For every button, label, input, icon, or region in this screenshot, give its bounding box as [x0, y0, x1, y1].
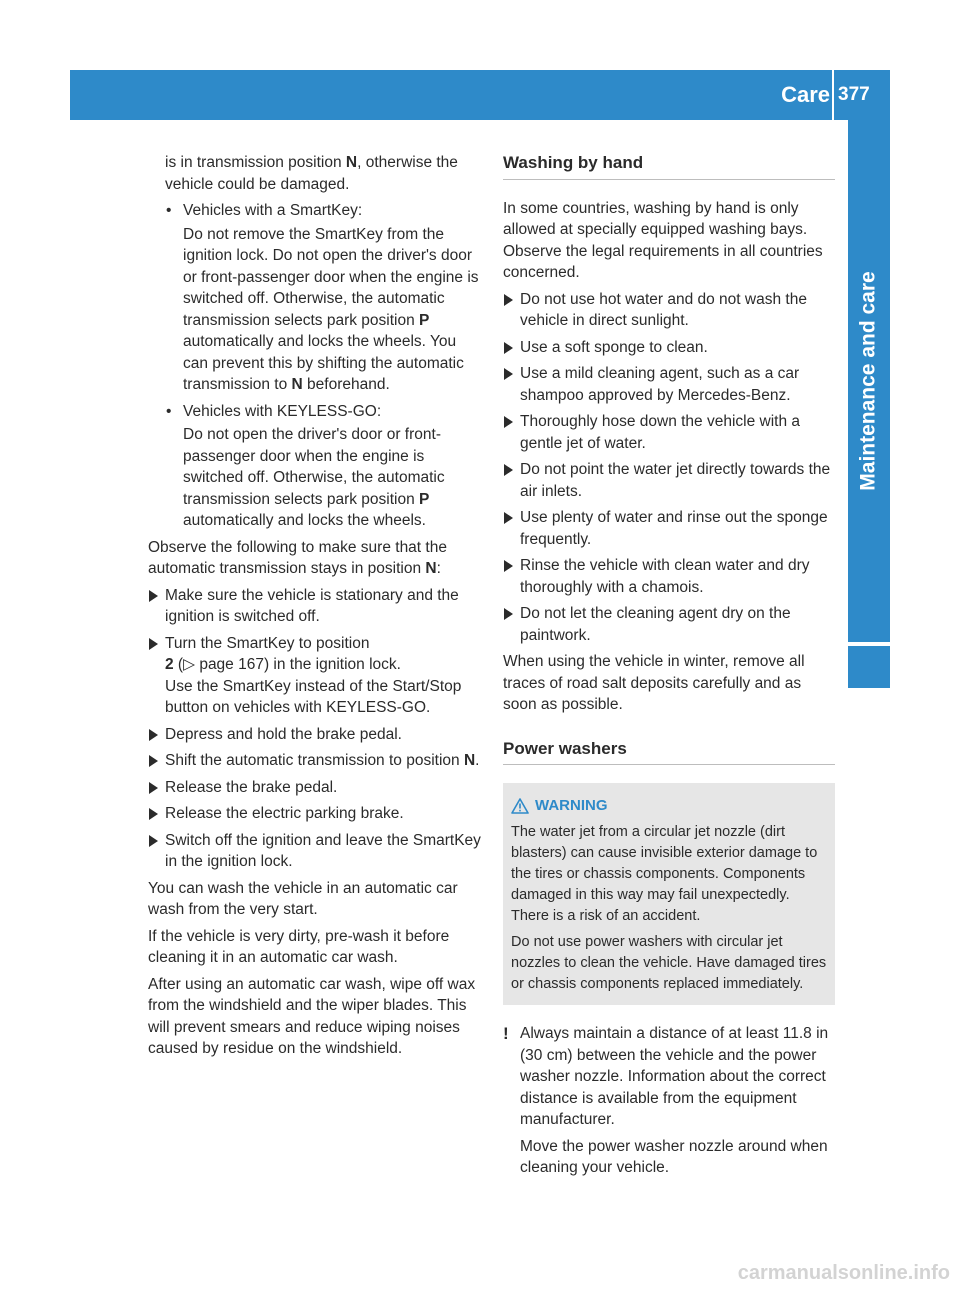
step-arrow-icon [149, 729, 158, 741]
footer-watermark: carmanualsonline.info [737, 1262, 950, 1284]
warning-text-1: The water jet from a circular jet nozzle (dirt blasters) can cause invisible exterior damage to the tires or chassis components. Components damaged in this way may fail unexpectedly. There is a risk of an accident. [511, 824, 818, 924]
step-arrow-icon [149, 590, 158, 602]
step-arrow-icon [504, 342, 513, 354]
side-chapter-tab [848, 120, 890, 642]
step-arrow-icon [504, 512, 513, 524]
step-arrow-icon [149, 808, 158, 820]
washing-step: Use a soft sponge to clean. [503, 337, 835, 359]
step-shift-n: Shift the automatic transmission to position N. [148, 750, 482, 772]
bullet-smartkey-text: Do not remove the SmartKey from the ignition lock. Do not open the driver's door or front-passenger door when the engine is switched off. Otherwise, the automatic transmission selects park position P automatically and locks the wheels. You can prevent this by shifting the automatic transmission to N beforehand. [183, 225, 479, 393]
step-arrow-icon [504, 368, 513, 380]
step-release-parking-brake: Release the electric parking brake. [148, 803, 482, 825]
step-arrow-icon [149, 755, 158, 767]
side-tab-marker [848, 646, 890, 688]
car-wash-paragraph-1: You can wash the vehicle in an automatic car wash from the very start. [148, 879, 458, 918]
step-arrow-icon [504, 464, 513, 476]
step-ignition-off: Switch off the ignition and leave the SmartKey in the ignition lock. [148, 830, 482, 873]
washing-step: Use a mild cleaning agent, such as a car shampoo approved by Mercedes-Benz. [503, 363, 835, 406]
washing-step: Thoroughly hose down the vehicle with a gentle jet of water. [503, 411, 835, 454]
observe-paragraph: Observe the following to make sure that the automatic transmission stays in position N: [148, 538, 447, 577]
washing-step: Do not let the cleaning agent dry on the paintwork. [503, 603, 835, 646]
car-wash-paragraph-3: After using an automatic car wash, wipe off wax from the windshield and the wiper blades. This will prevent smears and reduce wiping noises caused by residue on the windshield. [148, 975, 476, 1057]
washing-intro: In some countries, washing by hand is only allowed at specially equipped washing bays. Observe the legal requirements in all countries concerned. [503, 199, 823, 281]
step-arrow-icon [504, 560, 513, 572]
bullet-smartkey: • Vehicles with a SmartKey: [166, 200, 482, 222]
left-column [148, 152, 482, 1065]
step-arrow-icon [504, 608, 513, 620]
bullet-keyless-go: • Vehicles with KEYLESS-GO: [166, 401, 482, 423]
washing-step: Do not point the water jet directly towards the air inlets. [503, 459, 835, 502]
warning-header [511, 795, 827, 816]
warning-title: WARNING [535, 797, 608, 814]
step-brake-pedal: Depress and hold the brake pedal. [148, 724, 482, 746]
washing-step: Use plenty of water and rinse out the sponge frequently. [503, 507, 835, 550]
step-arrow-icon [149, 638, 158, 650]
car-wash-paragraph-2: If the vehicle is very dirty, pre-wash it before cleaning it in an automatic car wash. [148, 927, 450, 966]
side-tab-label: Maintenance and care [857, 271, 881, 491]
warning-text-2: Do not use power washers with circular jet nozzles to clean the vehicle. Have damaged tires or chassis components replaced immediately. [511, 934, 827, 992]
warning-triangle-icon [511, 798, 529, 814]
bullet-keyless-go-text: Do not open the driver's door or front-passenger door when the engine is switched off. Otherwise, the automatic transmission selects park position P automatically and locks the wheels. [183, 426, 445, 529]
note-block [503, 1023, 835, 1179]
step-turn-smartkey: Turn the SmartKey to position 2 (▷ page 167) in the ignition lock. Use the SmartKey instead of the Start/Stop button on vehicles with KEYLESS-GO. [148, 633, 482, 719]
power-washers-heading: Power washers [503, 738, 835, 766]
step-arrow-icon [504, 416, 513, 428]
page-number: 377 [838, 84, 870, 105]
header-divider [832, 70, 834, 120]
washing-by-hand-heading: Washing by hand [503, 152, 835, 180]
step-arrow-icon [149, 835, 158, 847]
section-title-header: Care [781, 82, 830, 107]
washing-step: Rinse the vehicle with clean water and dry thoroughly with a chamois. [503, 555, 835, 598]
exclamation-icon: ! [503, 1024, 509, 1043]
warning-box [503, 783, 835, 1005]
right-column [503, 152, 835, 1184]
step-arrow-icon [504, 294, 513, 306]
note-text-2: Move the power washer nozzle around when cleaning your vehicle. [520, 1137, 828, 1176]
note-text-1: Always maintain a distance of at least 11.8 in (30 cm) between the vehicle and the power washer nozzle. Information about the correct distance is available from the equipment manufacturer. [520, 1025, 829, 1128]
step-stationary: Make sure the vehicle is stationary and the ignition is switched off. [148, 585, 482, 628]
step-release-brake: Release the brake pedal. [148, 777, 482, 799]
washing-step: Do not use hot water and do not wash the vehicle in direct sunlight. [503, 289, 835, 332]
winter-note: When using the vehicle in winter, remove all traces of road salt deposits carefully and as soon as possible. [503, 653, 805, 713]
intro-paragraph: is in transmission position N, otherwise the vehicle could be damaged. [165, 154, 458, 193]
step-arrow-icon [149, 782, 158, 794]
